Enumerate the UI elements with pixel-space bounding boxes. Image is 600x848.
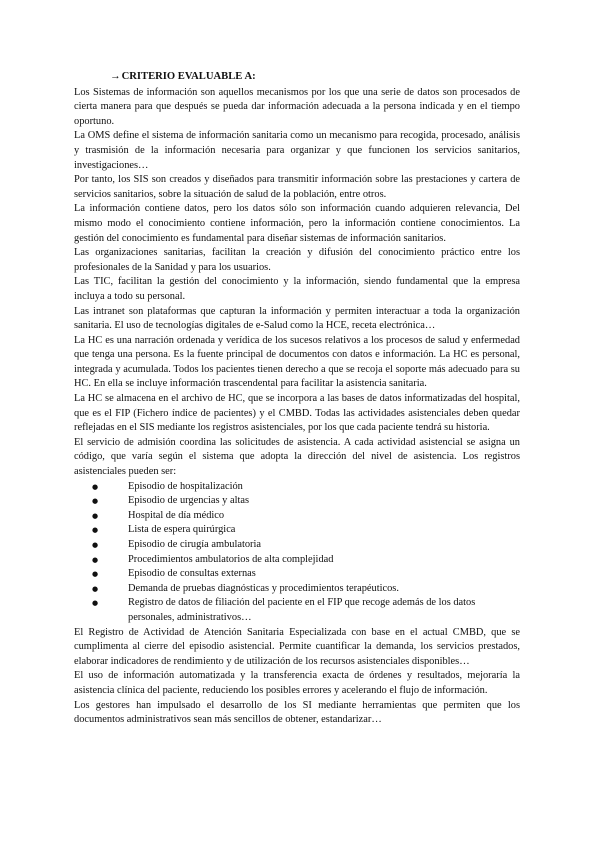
- paragraph-archivo-hc: La HC se almacena en el archivo de HC, que se incorpora a las bases de datos informatizadas del hospital, que es el FIP (Fichero índice de pacientes) y el CMBD. Todas las actividades asistenciales deben quedar reflejadas en el SIS mediante los registros asistenciales, por los que cada paciente tendrá su historia.: [74, 393, 520, 434]
- section-heading: [110, 70, 520, 85]
- list-item: ● Episodio de urgencias y altas: [92, 494, 520, 509]
- paragraph-tic: Las TIC, facilitan la gestión del conocimiento y la información, siendo fundamental que la empresa incluya a todo su personal.: [74, 276, 520, 302]
- paragraph-gestores: Los gestores han impulsado el desarrollo de los SI mediante herramientas que permiten que los documentos administrativos sean más sencillos de obtener, estandarizar…: [74, 699, 520, 726]
- paragraph-oms-definicion: La OMS define el sistema de información sanitaria como un mecanismo para recogida, procesado, análisis y trasmisión de la información necesaria para organizar y que funcionen los servicios sanitarios, investigaciones…: [74, 130, 520, 171]
- paragraph-informacion-automatizada: El uso de información automatizada y la transferencia exacta de órdenes y resultados, mejoraría la asistencia clínica del paciente, reduciendo los posibles errores y acelerando el flujo de información.: [74, 670, 520, 696]
- paragraph-sis-creados: Por tanto, los SIS son creados y diseñados para transmitir información sobre las prestaciones y cartera de servicios sanitarios, sobre la situación de salud de la población, entre otros.: [74, 174, 520, 200]
- paragraph-informacion-datos: La información contiene datos, pero los datos sólo son información cuando adquieren relevancia, Del mismo modo el conocimiento contiene información, pero la información contiene conocimientos. La gestión del conocimiento es fundamental para diseñar sistemas de información sanitarios.: [74, 203, 520, 244]
- list-item: ● Hospital de día médico: [92, 509, 520, 524]
- list-item: ● Episodio de hospitalización: [92, 480, 520, 495]
- paragraph-registro-actividad: El Registro de Actividad de Atención Sanitaria Especializada con base en el actual CMBD, que se cumplimenta al cierre del episodio asistencial. Permite cuantificar la demanda, los servicios prestados, elaborar indicadores de rendimiento y de utilización de los recursos asistenciales disponibles…: [74, 626, 520, 667]
- list-item: ● Episodio de consultas externas: [92, 567, 520, 582]
- list-item: ● Procedimientos ambulatorios de alta complejidad: [92, 553, 520, 568]
- paragraph-organizaciones-sanitarias: Las organizaciones sanitarias, facilitan la creación y difusión del conocimiento práctico entre los profesionales de la Sanidad y para los usuarios.: [74, 247, 520, 273]
- arrow-icon: →: [110, 71, 121, 82]
- paragraph-sistemas-informacion: Los Sistemas de información son aquellos mecanismos por los que una serie de datos son procesados de cierta manera para que después se pueda dar información adecuada a la persona indicada y en el tiempo oportuno.: [74, 86, 520, 127]
- registros-list: [74, 480, 520, 626]
- paragraph-servicio-admision: El servicio de admisión coordina las solicitudes de asistencia. A cada actividad asistencial se asigna un código, que varía según el sistema que adopta la dirección del nivel de asistencia. Los registros asistenciales pueden ser:: [74, 436, 520, 478]
- list-item: ● Episodio de cirugía ambulatoria: [92, 538, 520, 553]
- heading-text: CRITERIO EVALUABLE A:: [121, 71, 256, 82]
- paragraph-intranet: Las intranet son plataformas que capturan la información y permiten interactuar a toda la organización sanitaria. El uso de tecnologías digitales de e-Salud como la HCE, receta electrónica…: [74, 305, 520, 332]
- list-item: ● Registro de datos de filiación del paciente en el FIP que recoge además de los datos personales, administrativos…: [92, 596, 520, 625]
- paragraph-historia-clinica: La HC es una narración ordenada y verídica de los sucesos relativos a los procesos de salud y enfermedad que tenga una persona. Es la fuente principal de documentos con datos e información. La HC es personal, integrada y acumulada. Todos los pacientes tienen derecho a que se recoja el soporte más adecuado para su HC. En ella se incluye información trascendental para facilitar la asistencia sanitaria.: [74, 334, 520, 390]
- list-item: ● Lista de espera quirúrgica: [92, 523, 520, 538]
- list-item: ● Demanda de pruebas diagnósticas y procedimientos terapéuticos.: [92, 582, 520, 597]
